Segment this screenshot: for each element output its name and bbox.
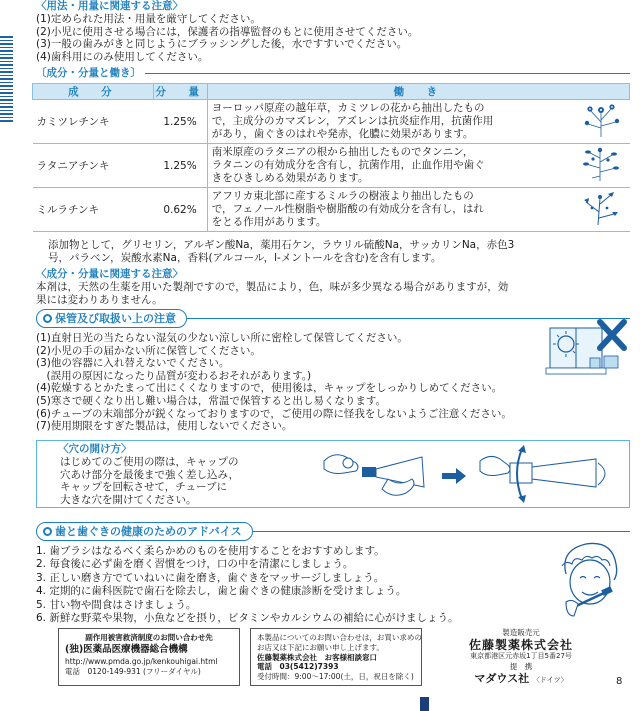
opening-heading: 〈穴の開け方〉 [58,443,132,455]
storage-item: (3)他の容器に入れ替えないでください。 [36,357,230,370]
manufacturer-block [432,628,610,687]
advice-item: 1. 歯ブラシはなるべく柔らかめのものを使用することをおすすめします。 [36,545,385,557]
ingredient-amount: 0.62% [153,188,207,232]
advice-item: 6. 新鮮な野菜や果物，小魚などを摂り，ビタミンやカルシウムの補給に心がけましょう。 [36,612,459,625]
ingredient-action [207,144,572,188]
contact-line: 本製品についてのお問い合わせは，お買い求めの [257,633,422,642]
usage-item: (4)歯科用にのみ使用してください。 [36,50,209,63]
action-line: ヨーロッパ原産の越年草，カミツレの花から抽出したもの [211,101,485,114]
relief-org: (独)医薬品医療機器総合機構 [65,644,188,655]
page-number: 8 [616,676,623,687]
ingredients-heading: 〔成分・分量と働き〕 [36,67,141,79]
ingredient-notes-text [36,281,508,306]
partner-role: 提 携 [509,662,533,671]
advice-heading [36,522,253,541]
additives-line: 号，パラベン，炭酸水素Na，香料(アルコール，l-メントールを含む)を含有します。 [48,251,442,264]
storage-item: (1)直射日光の当たらない湿気の少ない涼しい所に密栓して保管してください。 [36,332,408,344]
ingredient-amount: 1.25% [153,144,207,188]
ingredients-heading-row [36,67,630,80]
maker-name: 佐藤製薬株式会社 [468,638,573,652]
storage-item: (2)小児の手の届かない所に保管してください。 [36,344,261,357]
arrow-right-icon [440,466,468,486]
usage-heading: 〈用法・用量に関連する注意〉 [36,0,183,12]
action-line: 南米原産のラタニアの根から抽出したものでタンニン， [211,145,474,158]
storage-item: (6)チューブの末端部分が鋭くなっておりますので，ご使用の際に怪我をしないようご注意ください。 [36,407,512,420]
myrrh-plant-icon [578,190,624,226]
girl-brushing-teeth-icon [552,538,630,618]
advice-item: 2. 毎食後に必ず歯を磨く習慣をつけ，口の中を清潔にしましょう。 [36,558,354,571]
advice-list [36,545,459,625]
ingredients-table [32,83,630,232]
col-header-action: 働 き [207,84,629,100]
storage-heading-label: 保管及び取扱い上の注意 [55,312,176,325]
chamomile-plant-icon [578,102,624,138]
advice-heading-label: 歯と歯ぐきの健康のためのアドバイス [55,525,242,538]
opening-line: 穴あけ部分を最後まで強く差し込み， [60,468,240,481]
usage-item: (3)一般の歯みがきと同じようにブラッシングした後，水ですすいでください。 [36,38,408,51]
action-line: で，主成分のカマズレン，アズレンは抗炎症作用，抗菌作用 [211,114,494,127]
ingredient-action [207,100,572,144]
circle-bullet-icon [43,314,52,323]
storage-item: (5)寒さで硬くなり出し難い場合は，常温で保管すると出し易くなります。 [36,394,387,407]
ingredient-name: ミルラチンキ [33,188,154,232]
storage-item: (誤用の原因になったり品質が変わるおそれがあります。) [36,369,312,382]
storage-heading [36,309,187,328]
opening-text [60,456,239,506]
advice-item: 3. 正しい磨き方でていねいに歯を磨き，歯ぐきをマッサージしましょう。 [36,571,385,584]
contact-phone: 電話 03(5412)7393 [257,662,339,672]
advice-item: 5. 甘い物や間食はさけましょう。 [36,598,197,611]
table-row [33,188,630,232]
partner-line [432,672,610,687]
ingredient-name: カミツレチンキ [33,100,154,144]
action-line: で，フェノール性樹脂や樹脂酸の有効成分を含有し，はれ [211,202,484,215]
notes-line: 果には変わりありません。 [36,293,163,306]
opening-line: はじめてのご使用の際は，キャップの [60,456,239,468]
usage-item: (1)定められた用法・用量を厳守してください。 [36,13,261,25]
storage-item: (4)乾燥するとかたまって出にくくなりますので，使用後は，キャップをしっかりしめてください。 [36,382,503,395]
relief-contact-box [58,628,240,686]
usage-list [36,13,418,63]
storage-item: (7)使用期限をすぎた製品は，使用しないでください。 [36,420,293,433]
additives-text [48,239,514,264]
usage-item: (2)小児に使用させる場合には，保護者の指導監督のもとに使用させてください。 [36,25,419,38]
contact-hours: 受付時間：9:00～17:00(土，日，祝日を除く) [257,672,414,682]
table-row [33,144,630,188]
rhatany-plant-icon [578,146,624,182]
table-header-row [33,84,630,100]
relief-url-link[interactable]: http://www.pmda.go.jp/kenkouhigai.html [65,657,218,666]
barcode-strip [0,36,13,122]
advice-item: 4. 定期的に歯科医院で歯石を除去し，歯と歯ぐきの健康診断を受けましょう。 [36,585,407,598]
relief-title: 副作用被害救済制度のお問い合わせ先 [85,633,213,642]
ingredient-name: ラタニアチンキ [33,144,154,188]
print-registration-mark [420,697,429,711]
maker-role: 製造販売元 [502,628,540,637]
ingredient-notes-heading: 〈成分・分量に関連する注意〉 [36,268,183,280]
contact-line: お店又は下記にお願い申し上げます。 [257,642,384,652]
table-row [33,100,630,144]
col-header-amount: 分 量 [153,84,207,100]
notes-line: 本剤は，天然の生薬を用いた製剤ですので，製品により，色，味が多少異なる場合がありますが，効 [36,281,509,293]
circle-bullet-icon [43,527,52,536]
ingredient-action [207,188,572,232]
cap-insert-illustration [318,443,430,505]
no-direct-sunlight-icon [542,318,628,378]
ingredient-amount: 1.25% [153,100,207,144]
partner-name: マダウス社 [474,672,530,685]
action-line: があり，歯ぐきのはれや発赤，化膿に効果があります。 [211,128,474,141]
customer-contact-box [250,628,422,686]
opening-line: キャップを回転させて，チューブに [60,481,227,494]
additives-line: 添加物として，グリセリン，アルギン酸Na，薬用石ケン，ラウリル硫酸Na，サッカリンNa，赤色3 [48,239,515,251]
action-line: をとる作用があります。 [211,216,327,229]
action-line: アフリカ東北部に産するミルラの樹液より抽出したもの [211,189,474,202]
contact-line: 佐藤製薬株式会社 お客様相談窓口 [257,652,377,662]
col-header-name: 成 分 [33,84,154,100]
cap-twist-illustration [476,443,626,505]
partner-country: 〈ドイツ〉 [532,676,568,684]
maker-address: 東京都港区元赤坂1丁目5番27号 [470,652,572,660]
action-line: きをひきしめる効果があります。 [211,172,369,185]
opening-line: 大きな穴を開けてください。 [60,493,197,506]
action-line: ラタニンの有効成分を含有し，抗菌作用，止血作用や歯ぐ [211,158,485,171]
storage-list [36,332,512,433]
relief-phone: 電話 0120-149-931 (フリーダイヤル) [65,667,201,676]
